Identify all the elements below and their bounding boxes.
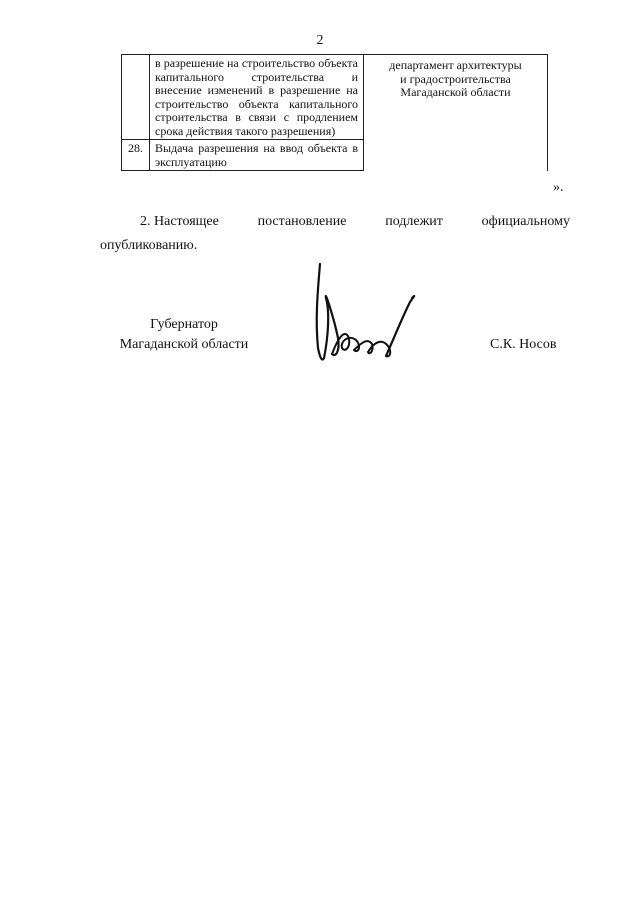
handwritten-signature [312,258,422,370]
row-number: 28. [122,140,150,171]
responsible-department [364,55,548,171]
department-line: Магаданской области [400,85,511,99]
position-region: Магаданской области [119,337,249,352]
signatory-position [100,315,268,355]
paragraph-line [100,210,570,234]
paragraph-word: подлежит [385,214,443,229]
row-description: в разрешение на строительство объекта капитального строительства и внесение изменений в разрешение на строительство объекта капитального строительства в связи с продлением срока действия такого разрешения) [150,55,364,140]
services-table [121,54,548,171]
table-row [122,55,548,140]
row-description: Выдача разрешения на ввод объекта в эксплуатацию [150,140,364,171]
row-number [122,55,150,140]
page-number: 2 [316,33,324,48]
signatory-name: С.К. Носов [490,337,557,352]
position-title: Губернатор [150,317,218,332]
paragraph-word: официальному [481,214,570,229]
department-line: и градостроительства [400,71,511,86]
paragraph-word: 2. Настоящее [140,214,219,229]
closing-quote: ». [553,180,564,195]
department-line: департамент архитектуры [389,58,522,72]
paragraph-line: опубликованию. [100,238,198,253]
resolution-paragraph [100,210,570,258]
paragraph-word: постановление [257,214,347,229]
